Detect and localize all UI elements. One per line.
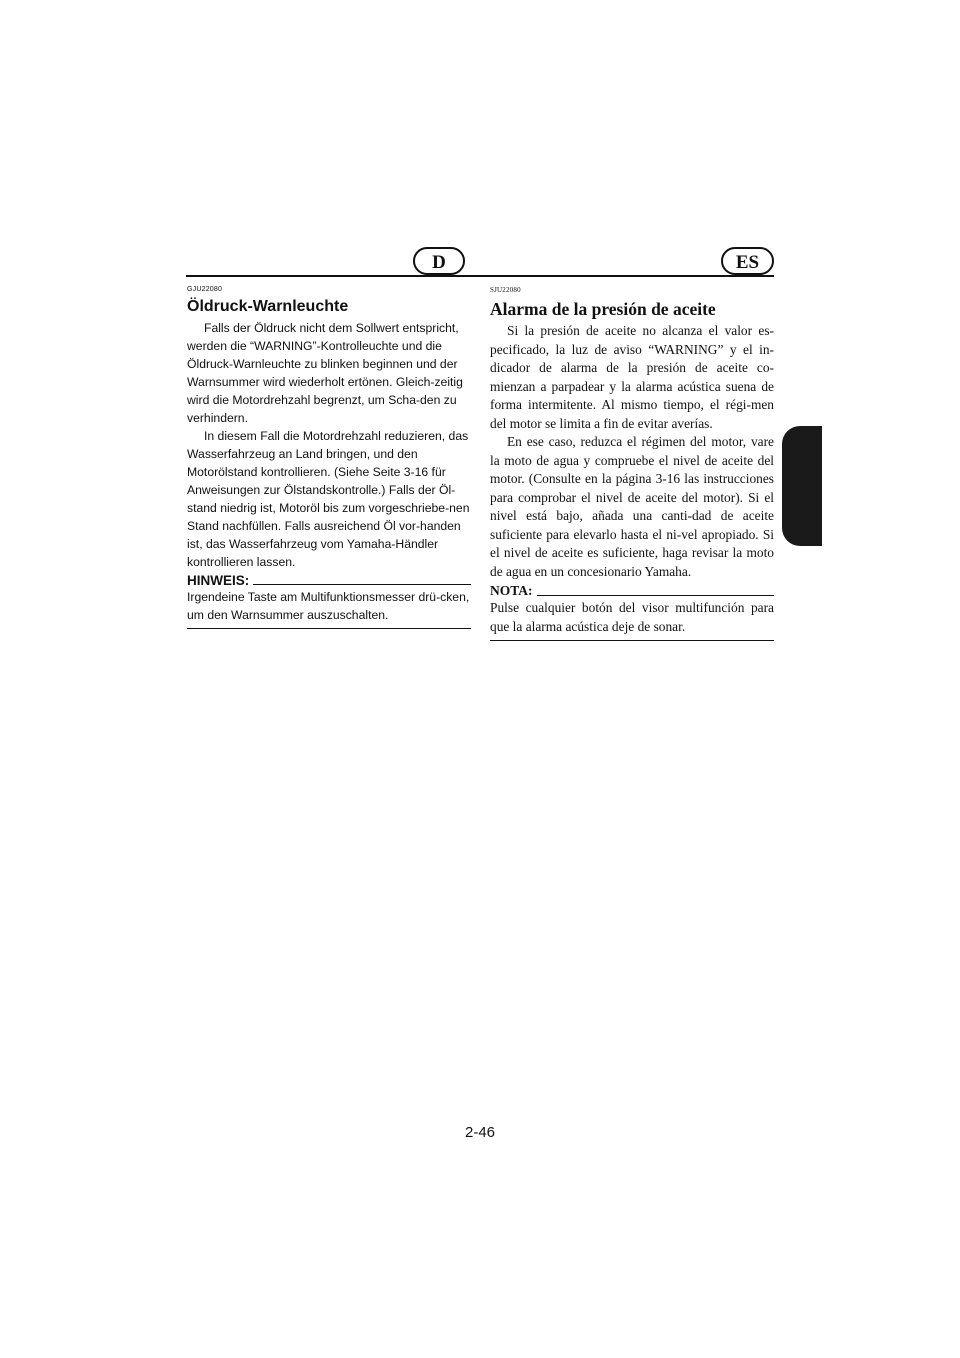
spanish-column xyxy=(490,286,774,641)
chapter-tab xyxy=(782,426,822,546)
section-code: GJU22080 xyxy=(187,286,223,293)
note-end-rule xyxy=(187,628,471,629)
body-paragraph: En ese caso, reduzca el régimen del motor, vare la moto de agua y compruebe el nivel de aceite del motor. (Consulte en la página 3-16 las instrucciones para comprobar el nivel de aceite del motor). Si el nivel está bajo, añada una canti-dad de aceite suficiente para elevarlo hasta el ni-vel apropiado. Si el nivel de aceite es suficiente, haga revisar la moto de agua en un concesionario Yamaha. xyxy=(490,434,774,579)
note-label: NOTA: xyxy=(490,583,533,598)
body-paragraph: Si la presión de aceite no alcanza el valor es-pecificado, la luz de aviso “WARNING” y el in-dicador de alarma de la presión de aceite co-mienzan a parpadear y la alarma acústica suena de forma intermitente. Al mismo tiempo, el régi-men del motor se limita a fin de evitar averías. xyxy=(490,323,774,431)
page-header xyxy=(186,247,774,277)
page-number: 2-46 xyxy=(464,1124,496,1141)
note-rule xyxy=(537,595,775,596)
note-header xyxy=(490,583,774,599)
section-title: Öldruck-Warnleuchte xyxy=(187,298,349,315)
note-label: HINWEIS: xyxy=(187,573,250,588)
note-text: Irgendeine Taste am Multifunktionsmesser drü-cken, um den Warnsummer auszuschalten. xyxy=(187,590,470,622)
language-badge-spanish: ES xyxy=(721,247,774,275)
section-code: SJU22080 xyxy=(490,286,521,294)
body-paragraph: Falls der Öldruck nicht dem Sollwert entspricht, werden die “WARNING”-Kontrolleuchte und die Öldruck-Warnleuchte zu blinken beginnen und der Warnsummer wird wiederholt ertönen. Gleich-zeitig wird die Motordrehzahl begrenzt, um Scha-den zu verhindern. xyxy=(187,321,463,425)
language-badge-german: D xyxy=(413,247,465,275)
header-rule xyxy=(186,275,774,277)
note-rule xyxy=(253,584,471,585)
note-header xyxy=(187,573,471,588)
german-column xyxy=(187,286,471,629)
note-text: Pulse cualquier botón del visor multifunción para que la alarma acústica deje de sonar. xyxy=(490,600,774,634)
note-end-rule xyxy=(490,640,774,641)
section-title: Alarma de la presión de aceite xyxy=(490,299,716,319)
body-paragraph: In diesem Fall die Motordrehzahl reduzieren, das Wasserfahrzeug an Land bringen, und den Motorölstand kontrollieren. (Siehe Seite 3-16 für Anweisungen zur Ölstandskontrolle.) Falls der Öl-stand niedrig ist, Motoröl bis zum vorgeschriebe-nen Stand nachfüllen. Falls ausreichend Öl vor-handen ist, das Wasserfahrzeug vom Yamaha-Händler kontrollieren lassen. xyxy=(187,429,470,569)
